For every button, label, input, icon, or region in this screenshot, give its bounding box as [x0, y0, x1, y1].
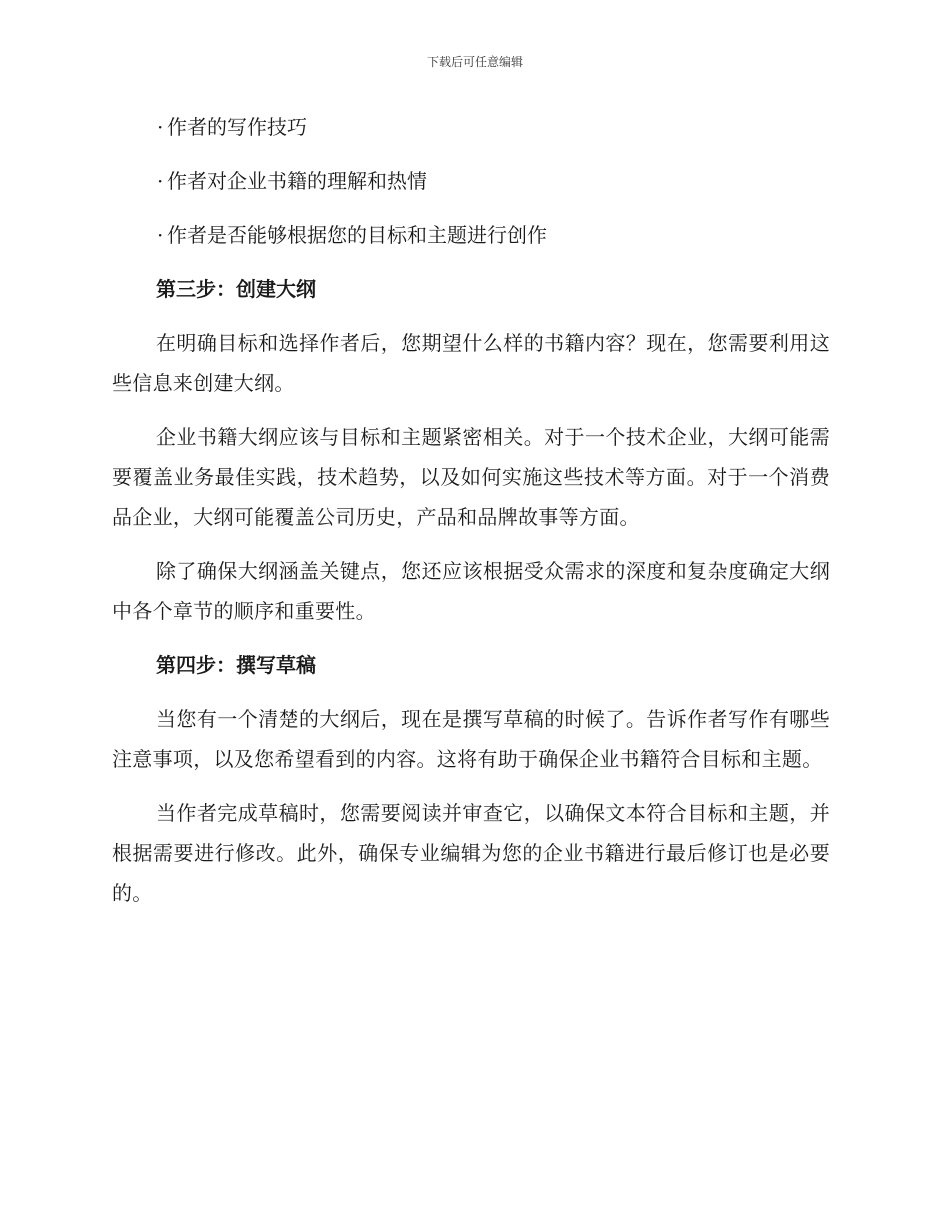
- paragraph: 当您有一个清楚的大纲后，现在是撰写草稿的时候了。告诉作者写作有哪些注意事项，以及您希望看到的内容。这将有助于确保企业书籍符合目标和主题。: [112, 707, 830, 771]
- section-heading-step4: 第四步：撰写草稿: [156, 653, 316, 677]
- paragraph: 当作者完成草稿时，您需要阅读并审查它，以确保文本符合目标和主题，并根据需要进行修改。此外，确保专业编辑为您的企业书籍进行最后修订也是必要的。: [112, 801, 830, 905]
- bullet-item: [157, 107, 830, 147]
- bullet-marker: ·: [157, 169, 164, 193]
- bullet-text: 作者对企业书籍的理解和热情: [167, 169, 427, 193]
- bullet-text: 作者的写作技巧: [167, 115, 307, 139]
- bullet-item: [157, 215, 830, 255]
- page-header: 下载后可任意编辑: [426, 55, 523, 69]
- document-body: [112, 107, 830, 927]
- paragraph: 除了确保大纲涵盖关键点，您还应该根据受众需求的深度和复杂度确定大纲中各个章节的顺序和重要性。: [112, 559, 830, 623]
- bullet-item: [157, 161, 830, 201]
- bullet-marker: ·: [157, 115, 164, 139]
- paragraph: 企业书籍大纲应该与目标和主题紧密相关。对于一个技术企业，大纲可能需要覆盖业务最佳实践，技术趋势，以及如何实施这些技术等方面。对于一个消费品企业，大纲可能覆盖公司历史，产品和品牌故事等方面。: [112, 425, 830, 529]
- section-heading-step3: 第三步：创建大纲: [156, 277, 316, 301]
- paragraph: 在明确目标和选择作者后，您期望什么样的书籍内容？现在，您需要利用这些信息来创建大纲。: [112, 331, 830, 395]
- bullet-text: 作者是否能够根据您的目标和主题进行创作: [167, 223, 547, 247]
- bullet-marker: ·: [157, 223, 164, 247]
